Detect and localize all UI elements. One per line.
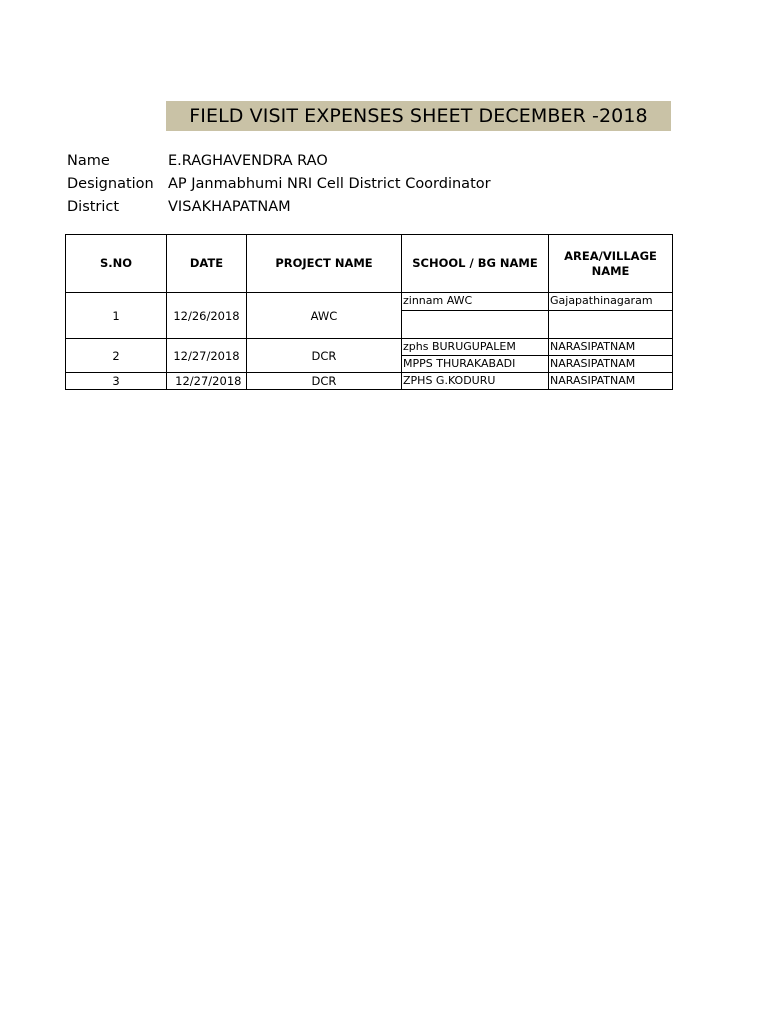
cell-project: DCR bbox=[247, 373, 402, 390]
cell-date: 12/27/2018 bbox=[167, 339, 247, 373]
expenses-table bbox=[65, 234, 673, 390]
designation-row bbox=[67, 172, 491, 195]
cell-area: NARASIPATNAM bbox=[549, 373, 673, 390]
cell-date: 12/27/2018 bbox=[167, 373, 247, 390]
cell-sno: 3 bbox=[66, 373, 167, 390]
cell-school: zinnam AWC bbox=[402, 293, 549, 311]
cell-sno: 2 bbox=[66, 339, 167, 373]
header-area-village-name: AREA/VILLAGE NAME bbox=[549, 235, 673, 293]
district-row bbox=[67, 195, 491, 218]
cell-area bbox=[549, 311, 673, 339]
cell-area: NARASIPATNAM bbox=[549, 356, 673, 373]
district-label: District bbox=[67, 198, 120, 215]
designation-value: AP Janmabhumi NRI Cell District Coordinator bbox=[168, 175, 491, 192]
cell-area: NARASIPATNAM bbox=[549, 339, 673, 356]
header-school-bg-name: SCHOOL / BG NAME bbox=[402, 235, 549, 293]
cell-school: zphs BURUGUPALEM bbox=[402, 339, 549, 356]
table-row bbox=[66, 373, 673, 390]
name-label: Name bbox=[67, 152, 110, 169]
table-header-row bbox=[66, 235, 673, 293]
cell-date: 12/26/2018 bbox=[167, 293, 247, 339]
cell-school: MPPS THURAKABADI bbox=[402, 356, 549, 373]
cell-area: Gajapathinagaram bbox=[549, 293, 673, 311]
district-value: VISAKHAPATNAM bbox=[168, 198, 291, 215]
cell-school: ZPHS G.KODURU bbox=[402, 373, 549, 390]
cell-school bbox=[402, 311, 549, 339]
cell-project: AWC bbox=[247, 293, 402, 339]
name-value: E.RAGHAVENDRA RAO bbox=[168, 152, 328, 169]
header-sno: S.NO bbox=[66, 235, 167, 293]
designation-label: Designation bbox=[67, 175, 154, 192]
header-date: DATE bbox=[167, 235, 247, 293]
employee-info bbox=[67, 149, 491, 218]
sheet-title: FIELD VISIT EXPENSES SHEET DECEMBER -2018 bbox=[166, 101, 671, 131]
header-project-name: PROJECT NAME bbox=[247, 235, 402, 293]
table-row bbox=[66, 339, 673, 356]
cell-project: DCR bbox=[247, 339, 402, 373]
table-row bbox=[66, 293, 673, 311]
name-row bbox=[67, 149, 491, 172]
cell-sno: 1 bbox=[66, 293, 167, 339]
